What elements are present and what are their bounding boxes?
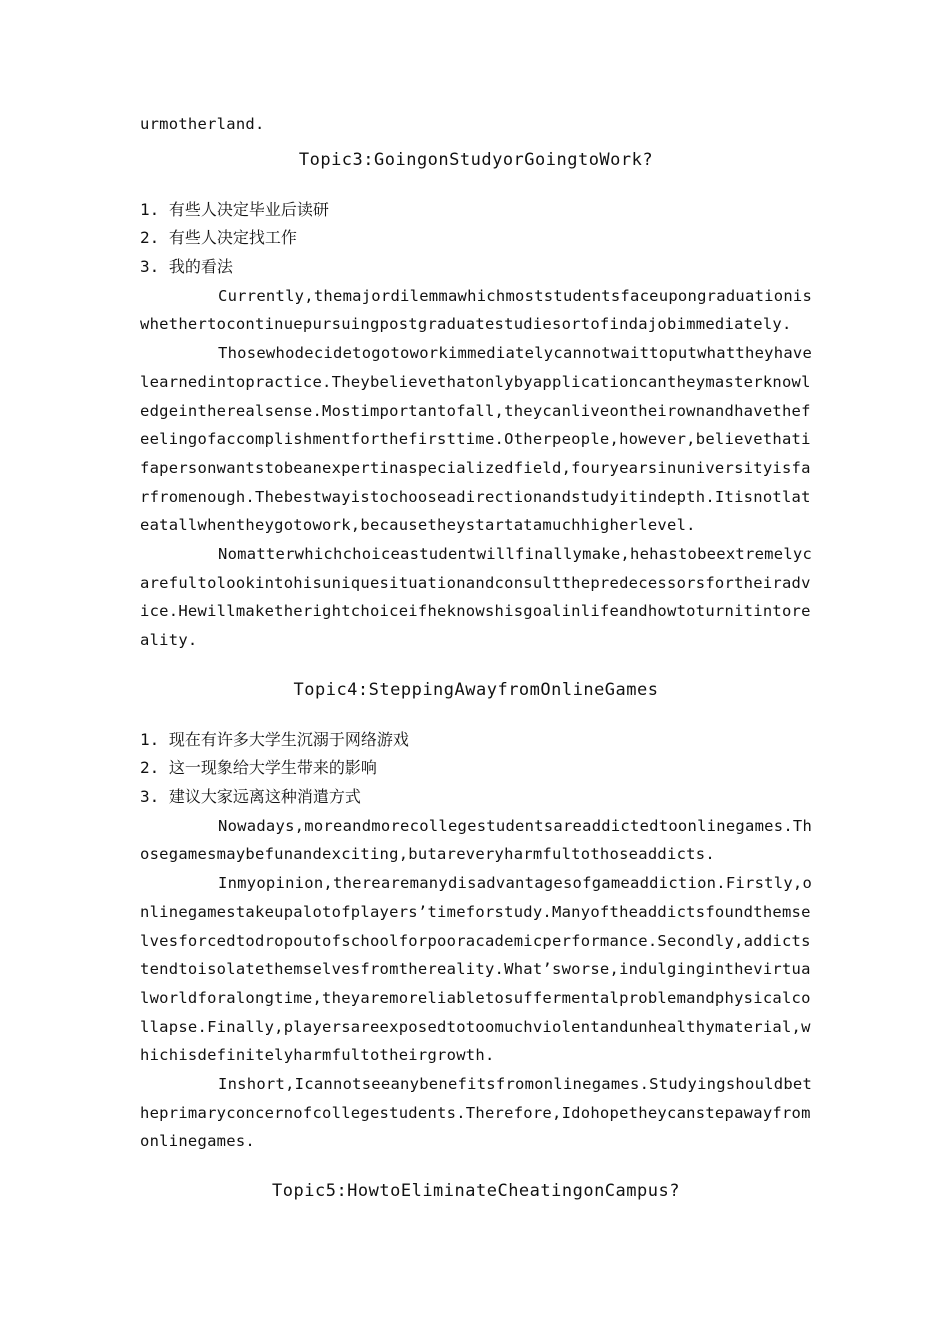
topic3-paragraph-2: fapersonwantstobeanexpertinaspecializedfield,fouryearsinuniversityisfa [140, 458, 811, 477]
topic3-paragraph-1: Currently,themajordilemmawhichmoststudentsfaceupongraduationis [218, 286, 812, 305]
topic4-paragraph-2: lworldforalongtime,theyaremoreliabletosuffermentalproblemandphysicalco [140, 988, 811, 1007]
topic4-paragraph-2: tendtoisolatethemselvesfromthereality.What’sworse,indulginginthevirtua [140, 960, 811, 979]
topic3-paragraph-2: learnedintopractice.Theybelievethatonlybyapplicationcantheymasterknowl [140, 372, 811, 391]
topic4-paragraph-1: Nowadays,moreandmorecollegestudentsareaddictedtoonlinegames.Th [218, 816, 812, 835]
topic3-paragraph-3: Nomatterwhichchoiceastudentwillfinallymake,hehastobeextremelyc [218, 544, 812, 563]
topic4-paragraph-2: hichisdefinitelyharmfultotheirgrowth. [140, 1046, 495, 1065]
topic3-paragraph-3: ality. [140, 631, 198, 649]
topic4-paragraph-2: nlinegamestakeupalotofplayers’timeforstudy.Manyoftheaddictsfoundthemse [140, 902, 811, 921]
topic3-paragraph-2: eelingofaccomplishmentforthefirsttime.Otherpeople,however,believethati [140, 430, 811, 449]
topic4-item-2: 2. 这一现象给大学生带来的影响 [140, 758, 377, 778]
topic4-paragraph-1: osegamesmaybefunandexciting,butareveryharmfultothoseaddicts. [140, 845, 715, 864]
topic3-item-2: 2. 有些人决定找工作 [140, 228, 297, 248]
intro-line: urmotherland. [140, 115, 265, 133]
document-page [140, 110, 812, 1205]
topic3-paragraph-2: Thosewhodecidetogotoworkimmediatelycannotwaittoputwhattheyhave [218, 344, 812, 363]
topic4-paragraph-2: llapse.Finally,playersareexposedtotoomuchviolentandunhealthymaterial,w [140, 1017, 811, 1036]
topic3-item-3: 3. 我的看法 [140, 257, 233, 277]
topic4-paragraph-3: heprimaryconcernofcollegestudents.Therefore,Idohopetheycanstepawayfrom [140, 1103, 811, 1122]
topic3-paragraph-1: whethertocontinuepursuingpostgraduatestudiesortofindajobimmediately. [140, 315, 792, 334]
topic3-paragraph-2: rfromenough.Thebestwayistochooseadirectionandstudyitindepth.Itisnotlat [140, 487, 811, 506]
topic3-paragraph-2: eatallwhentheygotowork,becausetheystartatamuchhigherlevel. [140, 516, 696, 535]
topic3-paragraph-2: edgeintherealsense.Mostimportantofall,theycanliveontheirownandhavethef [140, 401, 811, 420]
topic3-title: Topic3:GoingonStudyorGoingtoWork? [298, 149, 654, 170]
topic3-paragraph-3: ice.Hewillmaketherightchoiceifheknowshisgoalinlifeandhowtoturnitintore [140, 602, 811, 621]
topic4-paragraph-2: Inmyopinion,therearemanydisadvantagesofgameaddiction.Firstly,o [218, 874, 812, 893]
topic4-paragraph-2: lvesforcedtodropoutofschoolforpooracademicperformance.Secondly,addicts [140, 931, 811, 950]
topic3-paragraph-3: arefultolookintohisuniquesituationandconsultthepredecessorsfortheiradv [140, 573, 811, 592]
topic4-paragraph-3: Inshort,Icannotseeanybenefitsfromonlinegames.Studyingshouldbet [218, 1074, 812, 1093]
topic5-title: Topic5:HowtoEliminateCheatingonCampus? [272, 1181, 680, 1201]
topic4-paragraph-3: onlinegames. [140, 1132, 255, 1151]
topic3-item-1: 1. 有些人决定毕业后读研 [140, 199, 329, 219]
topic4-item-1: 1. 现在有许多大学生沉溺于网络游戏 [140, 729, 409, 749]
topic4-item-3: 3. 建议大家远离这种消遣方式 [140, 787, 361, 807]
topic4-title: Topic4:SteppingAwayfromOnlineGames [293, 679, 659, 700]
